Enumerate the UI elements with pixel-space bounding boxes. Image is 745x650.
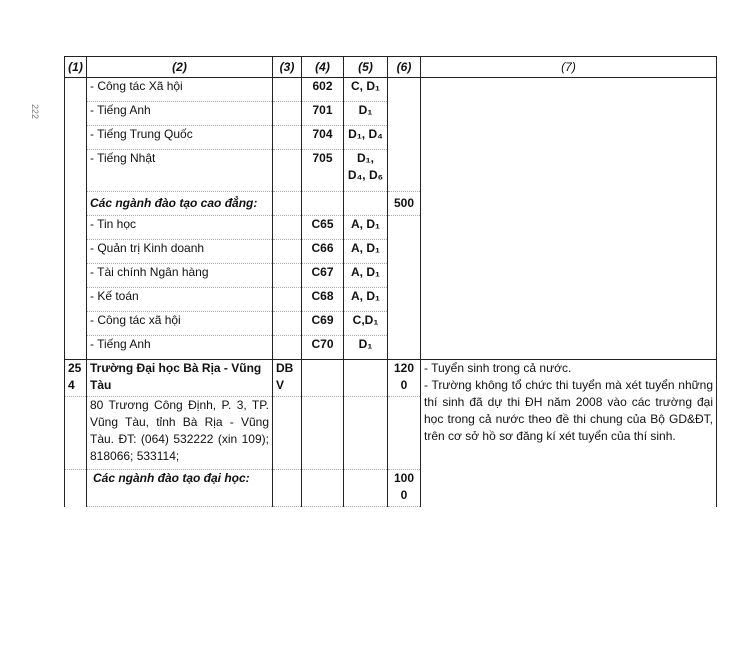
col-header-2: (2) (87, 57, 273, 78)
col-header-3: (3) (273, 57, 302, 78)
school-address: 80 Trương Công Định, P. 3, TP. Vũng Tàu, tỉnh Bà Rịa - Vũng Tàu. ĐT: (064) 532222 (xin 109); 818066; 533114; (87, 397, 273, 470)
major-code: 705 (302, 150, 344, 192)
exam-block: D₁, D₄ (344, 126, 388, 150)
table-row (65, 102, 717, 126)
col-header-6: (6) (388, 57, 421, 78)
table-row (65, 312, 717, 336)
major-name: - Tài chính Ngân hàng (87, 264, 273, 288)
col-header-7: (7) (421, 57, 717, 78)
table-row (65, 240, 717, 264)
school-quota: 1200 (388, 360, 421, 397)
major-code: C65 (302, 216, 344, 240)
major-name: - Công tác Xã hội (87, 78, 273, 102)
page-number: 222 (30, 104, 40, 120)
col-header-1: (1) (65, 57, 87, 78)
table-row (65, 150, 717, 192)
major-name: - Tiếng Nhật (87, 150, 273, 192)
major-code: C68 (302, 288, 344, 312)
note-line: - Tuyển sinh trong cả nước. (424, 361, 572, 375)
exam-block: A, D₁ (344, 240, 388, 264)
exam-block: D₁ (344, 102, 388, 126)
header-row (65, 57, 717, 78)
admissions-table (64, 56, 717, 507)
exam-block: D₁, D₄, D₆ (344, 150, 388, 192)
section-heading-row (65, 192, 717, 216)
major-name: - Tiếng Anh (87, 336, 273, 360)
major-code: C70 (302, 336, 344, 360)
col-header-4: (4) (302, 57, 344, 78)
exam-block: C, D₁ (344, 78, 388, 102)
university-quota: 1000 (388, 470, 421, 507)
note-line: - Trường không tổ chức thi tuyển mà xét tuyển những thí sinh đã dự thi ĐH năm 2008 vào các trường đại học trong cả nước theo đề thi chung của Bộ GD&ĐT, trên cơ sở hồ sơ đăng kí xét tuyển của thí sinh. (424, 378, 713, 443)
major-name: - Công tác xã hội (87, 312, 273, 336)
exam-block: C,D₁ (344, 312, 388, 336)
major-name: - Tiếng Trung Quốc (87, 126, 273, 150)
exam-block: A, D₁ (344, 264, 388, 288)
col-header-5: (5) (344, 57, 388, 78)
major-name: - Tin học (87, 216, 273, 240)
table-row (65, 78, 717, 102)
school-stt: 254 (65, 360, 87, 397)
school-type: DBV (273, 360, 302, 397)
major-name: - Kế toán (87, 288, 273, 312)
major-code: 602 (302, 78, 344, 102)
table-row (65, 216, 717, 240)
major-name: - Tiếng Anh (87, 102, 273, 126)
major-code: C67 (302, 264, 344, 288)
school-notes (421, 360, 717, 507)
exam-block: A, D₁ (344, 216, 388, 240)
table-row (65, 264, 717, 288)
major-code: C69 (302, 312, 344, 336)
university-heading: Các ngành đào tạo đại học: (87, 470, 273, 507)
exam-block: D₁ (344, 336, 388, 360)
table-row (65, 288, 717, 312)
major-code: 704 (302, 126, 344, 150)
major-code: C66 (302, 240, 344, 264)
table-row (65, 126, 717, 150)
table-row (65, 336, 717, 360)
major-code: 701 (302, 102, 344, 126)
exam-block: A, D₁ (344, 288, 388, 312)
college-heading: Các ngành đào tạo cao đẳng: (87, 192, 273, 216)
school-name: Trường Đại học Bà Rịa - Vũng Tàu (87, 360, 273, 397)
school-row (65, 360, 717, 397)
college-quota: 500 (388, 192, 421, 216)
major-name: - Quản trị Kinh doanh (87, 240, 273, 264)
